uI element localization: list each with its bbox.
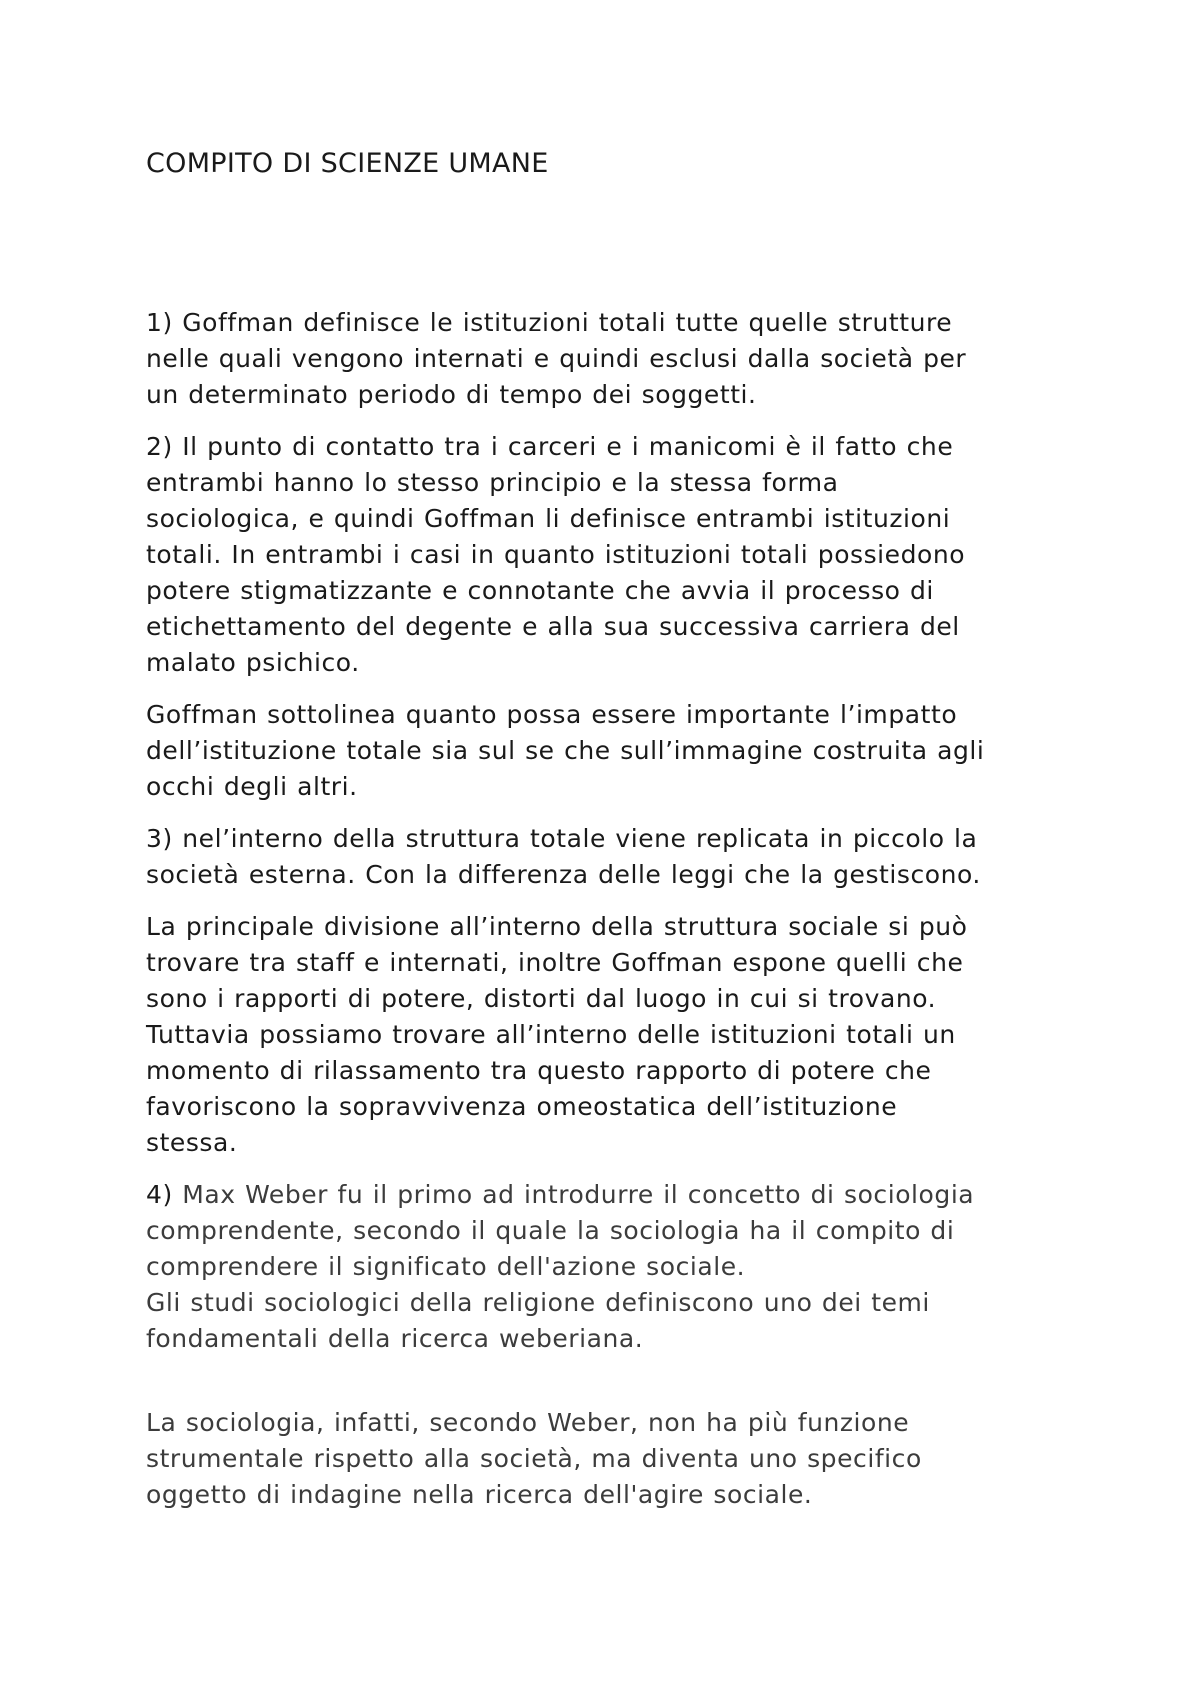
text-fragment: Max Weber fu il primo ad introdurre il concetto di sociologia xyxy=(182,1180,975,1209)
paragraph-goffman-impact xyxy=(146,697,1106,805)
paragraph-answer-2 xyxy=(146,429,1106,681)
text-line: oggetto di indagine nella ricerca dell'agire sociale. xyxy=(146,1480,813,1509)
text-line: strumentale rispetto alla società, ma diventa uno specifico xyxy=(146,1444,922,1473)
text-line: comprendente, secondo il quale la sociologia ha il compito di xyxy=(146,1216,955,1245)
text-line: favoriscono la sopravvivenza omeostatica dell’istituzione xyxy=(146,1092,898,1121)
text-line: La principale divisione all’interno della struttura sociale si può xyxy=(146,912,968,941)
paragraph-answer-1 xyxy=(146,305,1106,413)
text-line: 1) Goffman definisce le istituzioni totali tutte quelle strutture xyxy=(146,308,953,337)
document-body xyxy=(146,305,1106,1529)
text-line: nelle quali vengono internati e quindi esclusi dalla società per xyxy=(146,344,967,373)
text-line: fondamentali della ricerca weberiana. xyxy=(146,1324,644,1353)
text-line: etichettamento del degente e alla sua successiva carriera del xyxy=(146,612,960,641)
text-line: sociologica, e quindi Goffman li definisce entrambi istituzioni xyxy=(146,504,951,533)
paragraph-weber-sociology xyxy=(146,1405,1106,1513)
text-line: dell’istituzione totale sia sul se che sull’immagine costruita agli xyxy=(146,736,985,765)
text-line: totali. In entrambi i casi in quanto istituzioni totali possiedono xyxy=(146,540,966,569)
text-line: momento di rilassamento tra questo rapporto di potere che xyxy=(146,1056,932,1085)
text-line: occhi degli altri. xyxy=(146,772,358,801)
text-line: Goffman sottolinea quanto possa essere importante l’impatto xyxy=(146,700,958,729)
text-line: La sociologia, infatti, secondo Weber, non ha più funzione xyxy=(146,1408,910,1437)
text-line: potere stigmatizzante e connotante che avvia il processo di xyxy=(146,576,934,605)
paragraph-answer-3 xyxy=(146,821,1106,893)
text-line: Tuttavia possiamo trovare all’interno delle istituzioni totali un xyxy=(146,1020,956,1049)
document-title: COMPITO DI SCIENZE UMANE xyxy=(146,148,549,179)
paragraph-answer-4 xyxy=(146,1177,1106,1357)
text-line xyxy=(146,1177,1106,1213)
blank-line xyxy=(146,1357,1106,1405)
text-line: un determinato periodo di tempo dei soggetti. xyxy=(146,380,757,409)
text-line: stessa. xyxy=(146,1128,238,1157)
text-line: società esterna. Con la differenza delle leggi che la gestiscono. xyxy=(146,860,981,889)
text-line: sono i rapporti di potere, distorti dal luogo in cui si trovano. xyxy=(146,984,937,1013)
text-line: malato psichico. xyxy=(146,648,360,677)
text-line: 3) nel’interno della struttura totale viene replicata in piccolo la xyxy=(146,824,978,853)
text-line: comprendere il significato dell'azione sociale. xyxy=(146,1252,746,1281)
text-line: entrambi hanno lo stesso principio e la stessa forma xyxy=(146,468,839,497)
text-line: trovare tra staff e internati, inoltre Goffman espone quelli che xyxy=(146,948,964,977)
text-line: 2) Il punto di contatto tra i carceri e i manicomi è il fatto che xyxy=(146,432,954,461)
answer-number: 4) xyxy=(146,1180,173,1209)
paragraph-social-division xyxy=(146,909,1106,1161)
text-line: Gli studi sociologici della religione definiscono uno dei temi xyxy=(146,1288,930,1317)
